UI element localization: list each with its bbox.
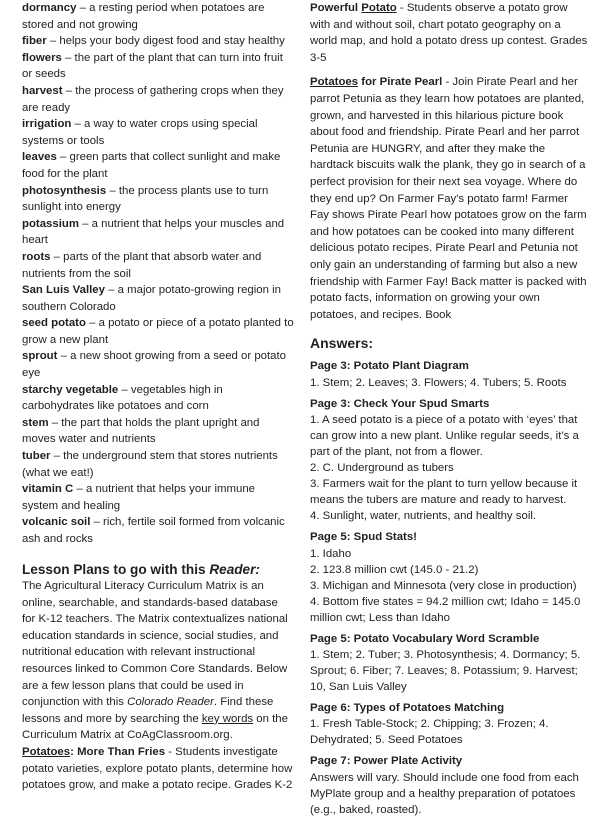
answer-section [310, 754, 588, 817]
glossary-entry [22, 83, 294, 116]
lesson-plan-item [310, 74, 588, 323]
answer-line: 1. Stem; 2. Tuber; 3. Photosynthesis; 4. Dormancy; 5. Sprout; 6. Fiber; 7. Leaves; 8. Potassium; 9. Harvest; 10, San Luis Valley [310, 648, 581, 693]
answer-section [310, 701, 588, 748]
glossary-definition: – a potato or piece of a potato planted to grow a new plant [22, 317, 294, 346]
glossary-entry [22, 183, 294, 216]
lesson-plans-intro [22, 578, 294, 744]
lesson-plan-title [310, 2, 397, 14]
lesson-plan-link[interactable]: Potatoes [310, 76, 359, 89]
lesson-plan-title-rest: : More Than Fries [70, 745, 166, 758]
glossary-term: photosynthesis [22, 184, 107, 197]
right-column [310, 0, 588, 824]
glossary-definition: – rich, fertile soil formed from volcanic ash and rocks [22, 516, 285, 545]
glossary-term: tuber [22, 450, 51, 463]
answer-line: 2. 123.8 million cwt (145.0 - 21.2) [310, 563, 479, 576]
glossary-definition: – the part of the plant that can turn into fruit or seeds [22, 51, 283, 81]
answer-section [310, 397, 588, 524]
answer-line: Answers will vary. Should include one food from each MyPlate group and a healthy preparation of potatoes (e.g., baked, roasted). [310, 771, 579, 816]
answer-line: 1. Fresh Table-Stock; 2. Chipping; 3. Frozen; 4. Dehydrated; 5. Seed Potatoes [310, 718, 549, 747]
answer-line: 2. C. Underground as tubers [310, 462, 454, 475]
glossary-definition: – a resting period when potatoes are stored and not growing [22, 2, 265, 31]
answer-line: 4. Sunlight, water, nutrients, and healthy soil. [310, 510, 537, 523]
answer-line: 1. A seed potato is a piece of a potato with ‘eyes’ that can grow into a new plant. Unlike regular seeds, it’s a part of the plant, not from a flower. [310, 414, 579, 459]
lesson-plan-link[interactable]: Potato [361, 2, 397, 14]
answer-line: 1. Stem; 2. Leaves; 3. Flowers; 4. Tubers; 5. Roots [310, 376, 567, 389]
glossary-term: seed potato [22, 317, 86, 330]
answer-section [310, 530, 588, 625]
key-words-link[interactable]: key words [201, 712, 254, 725]
glossary-definition: – parts of the plant that absorb water and nutrients from the soil [22, 250, 262, 280]
intro-text: The Agricultural Literacy Curriculum Matrix is an online, searchable, and standards-based database for K-12 teachers. The Matrix contextualizes national education standards in science, social studies, and nutritional education with relevant instructional resources linked to Common Core Standards. Below are a few lesson plans that could be used in conjunction with this [22, 580, 288, 709]
glossary-entry [22, 116, 294, 149]
glossary-entry [22, 448, 294, 481]
glossary-entry [22, 216, 294, 249]
glossary-term: vitamin C [22, 483, 74, 496]
lesson-plan-item [310, 0, 588, 66]
lesson-plan-title [22, 746, 165, 758]
glossary [22, 0, 294, 548]
glossary-term: dormancy [22, 2, 77, 14]
answer-line: 3. Michigan and Minnesota (very close in production) [310, 579, 577, 592]
answer-line: 3. Farmers wait for the plant to turn yellow because it means the tubers are mature and ready to harvest. [310, 478, 578, 507]
intro-text: . Find these lessons and more by searching the [22, 696, 274, 725]
glossary-term: volcanic soil [22, 516, 91, 529]
lesson-plan-title-rest: for Pirate Pearl [358, 76, 443, 89]
answer-section-title: Page 3: Potato Plant Diagram [310, 360, 469, 373]
lesson-plan-title-prefix: Powerful [310, 2, 362, 14]
glossary-entry [22, 348, 294, 381]
answer-section [310, 359, 588, 390]
glossary-definition: – a nutrient that helps your immune system and healing [22, 483, 255, 512]
answer-section-title: Page 5: Potato Vocabulary Word Scramble [310, 632, 540, 645]
lesson-plan-title [310, 76, 442, 88]
answer-section-title: Page 7: Power Plate Activity [310, 755, 463, 768]
glossary-term: harvest [22, 84, 63, 97]
glossary-entry [22, 481, 294, 514]
glossary-definition: – green parts that collect sunlight and make food for the plant [22, 151, 281, 180]
glossary-entry [22, 514, 294, 547]
glossary-definition: – a nutrient that helps your muscles and heart [22, 217, 285, 247]
glossary-definition: – a major potato-growing region in southern Colorado [22, 284, 281, 313]
intro-publication: Colorado Reader [127, 696, 214, 709]
intro-text: on the Curriculum Matrix at CoAgClassroom.org. [22, 712, 288, 742]
answer-line: 4. Bottom five states = 94.2 million cwt; Idaho = 145.0 million cwt; Less than Idaho [310, 595, 581, 624]
lesson-plans-heading [22, 562, 294, 578]
glossary-term: leaves [22, 151, 57, 164]
glossary-definition: – a way to water crops using special systems or tools [22, 118, 258, 147]
glossary-term: stem [22, 416, 49, 429]
answer-section [310, 632, 588, 695]
glossary-term: fiber [22, 35, 47, 48]
answer-line: 1. Idaho [310, 547, 352, 560]
glossary-term: sprout [22, 350, 58, 363]
glossary-term: starchy vegetable [22, 383, 119, 396]
glossary-term: San Luis Valley [22, 284, 105, 297]
glossary-entry [22, 282, 294, 315]
answers-heading: Answers: [310, 335, 374, 352]
lesson-plan-item [22, 744, 294, 794]
glossary-definition: – the process of gathering crops when they are ready [22, 84, 284, 114]
glossary-definition: – the underground stem that stores nutrients (what we eat!) [22, 450, 278, 479]
glossary-entry [22, 382, 294, 415]
answer-section-title: Page 3: Check Your Spud Smarts [310, 397, 490, 410]
glossary-definition: – helps your body digest food and stay healthy [46, 35, 285, 48]
glossary-definition: – the part that holds the plant upright and moves water and nutrients [22, 416, 260, 446]
glossary-term: flowers [22, 51, 62, 64]
glossary-definition: – vegetables high in carbohydrates like potatoes and corn [22, 383, 223, 413]
glossary-definition: – a new shoot growing from a seed or potato eye [22, 350, 287, 380]
glossary-entry [22, 415, 294, 448]
glossary-term: irrigation [22, 118, 72, 131]
left-column [22, 0, 294, 794]
glossary-entry [22, 50, 294, 83]
glossary-entry [22, 149, 294, 182]
glossary-entry [22, 33, 294, 50]
glossary-entry [22, 249, 294, 282]
lesson-plan-description: - Students observe a potato grow with and without soil, chart potato geography on a world map, and hold a potato dress up contest. Grades 3-5 [310, 2, 588, 64]
answer-section-title: Page 5: Spud Stats! [310, 531, 417, 544]
glossary-term: potassium [22, 217, 79, 230]
glossary-definition: – the process plants use to turn sunlight into energy [22, 184, 269, 214]
glossary-entry [22, 315, 294, 348]
answer-section-title: Page 6: Types of Potatoes Matching [310, 701, 505, 714]
glossary-entry [22, 0, 294, 33]
lesson-plan-description: - Join Pirate Pearl and her parrot Petunia as they learn how potatoes are planted, grown, and harvested in this hilarious picture book about food and friendship. Pirate Pearl and her parrot Petunia are HUNGRY, and after they make the hardtack biscuits walk the plank, they go in search of a perfect provision for their next sea voyage. Where do they end up? On Farmer Fay's potato farm! Farmer Fay shows Pirate Pearl how potatoes grow on the farm and how potatoes can be cooked into many different delicious potato recipes. Pirate Pearl and Petunia not only gain an understanding of farming but also a new friendship with Farmer Fay! Back matter is packed with potato facts, information on growing your own potatoes, and recipes. Book [310, 76, 587, 321]
lesson-plan-description: - Students investigate potato varieties, explore potato plants, determine how potatoes grow, and make a potato recipe. Grades K-2 [22, 745, 293, 792]
glossary-term: roots [22, 250, 51, 263]
lesson-heading-text: Lesson Plans to go with this [22, 561, 210, 577]
lesson-heading-reader: Reader: [209, 561, 260, 577]
lesson-plan-link[interactable]: Potatoes [22, 745, 71, 758]
